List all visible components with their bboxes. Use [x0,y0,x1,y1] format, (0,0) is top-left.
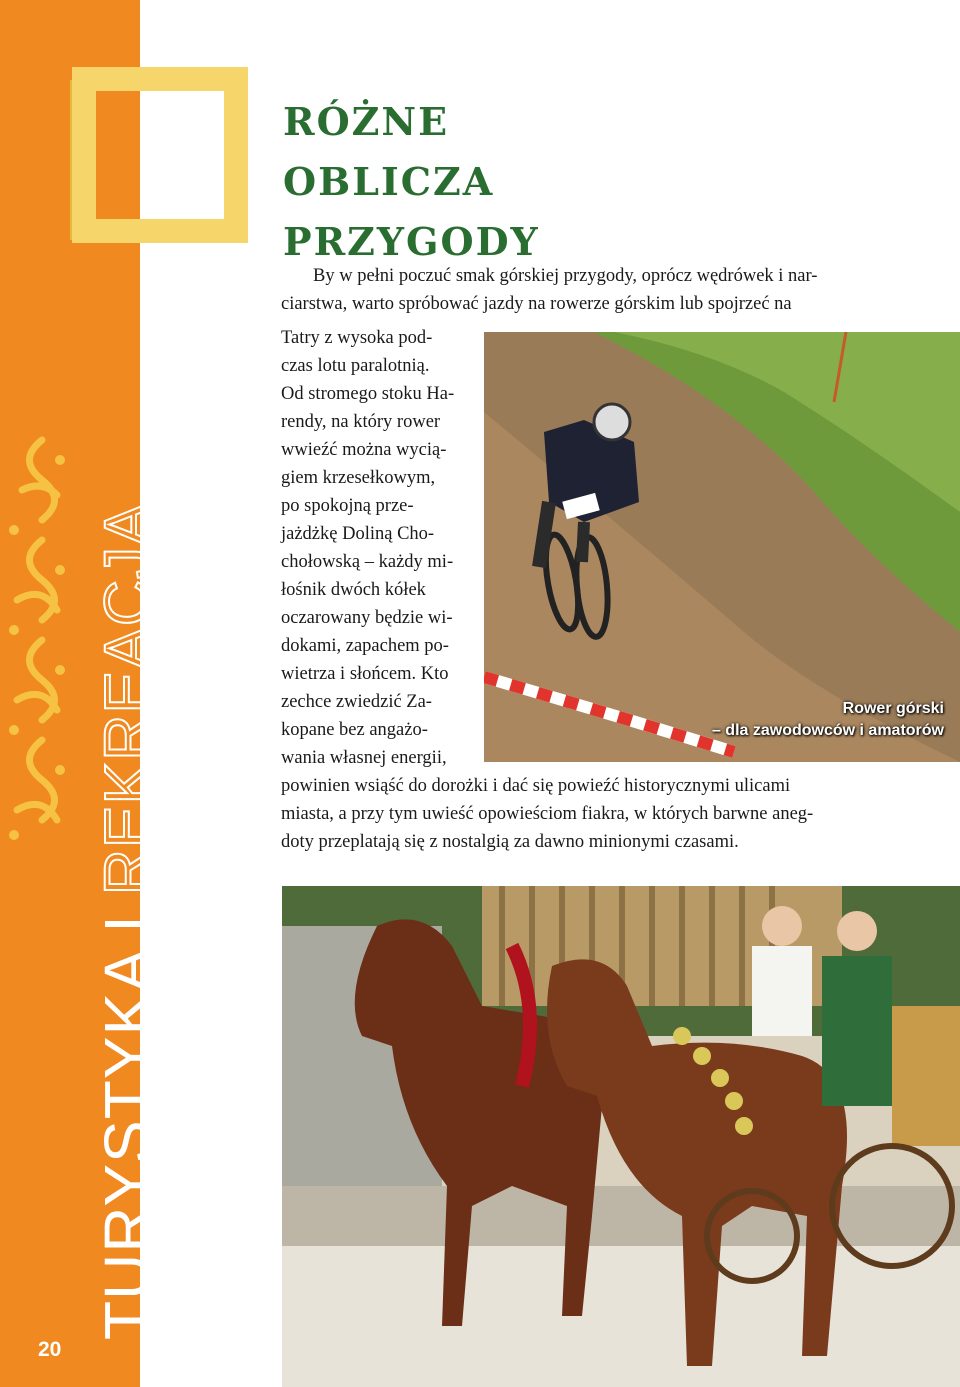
wrap-line-14: zechce zwiedzić Za- [281,692,432,712]
section-title-part1: TURYSTYKA I [91,895,163,1340]
closing-line-3: doty przeplatają się z nostalgią za dawno minionymi czasami. [281,832,739,852]
article-title [283,92,540,272]
wrap-line-4: rendy, na który rower [281,412,441,432]
bike-photo-caption [712,698,944,742]
wrap-line-7: po spokojną prze- [281,496,414,516]
wrap-line-8: jażdżkę Doliną Cho- [281,524,435,544]
wrap-line-6: giem krzesełkowym, [281,468,436,488]
page-number: 20 [38,1338,62,1361]
horse-carriage-photo [282,886,960,1387]
title-line-3: PRZYGODY [283,219,540,264]
decorative-frame [72,67,248,243]
horse-carriage-illustration [282,886,960,1387]
title-line-1: RÓŻNE [283,99,450,144]
wrap-line-2: czas lotu paralotnią. [281,356,430,376]
section-title-part2: REKREACJA [91,502,163,896]
wrap-line-3: Od stromego stoku Ha- [281,384,455,404]
wrap-line-10: łośnik dwóch kółek [281,580,426,600]
wrap-line-16: wania własnej energii, [281,748,447,768]
closing-paragraph [281,772,903,856]
wrap-line-1: Tatry z wysoka pod- [281,328,433,348]
folk-ornament [2,430,72,850]
wrap-line-13: wietrza i słońcem. Kto [281,664,449,684]
closing-line-1: powinien wsiąść do dorożki i dać się powieźć historycznymi ulicami [281,776,791,796]
mountain-bike-photo [484,332,960,762]
intro-line-1: By w pełni poczuć smak górskiej przygody, oprócz wędrówek i nar- [313,266,818,286]
intro-paragraph [281,262,903,318]
wrap-line-9: chołowską – każdy mi- [281,552,454,572]
wrapped-paragraph [281,324,481,772]
intro-line-2: ciarstwa, warto spróbować jazdy na rowerze górskim lub spojrzeć na [281,294,792,314]
caption-line-1: Rower górski [842,700,944,717]
wrap-line-5: wwieźć można wycią- [281,440,447,460]
closing-line-2: miasta, a przy tym uwieść opowieściom fiakra, w których barwne aneg- [281,804,814,824]
title-line-2: OBLICZA [283,159,495,204]
wrap-line-11: oczarowany będzie wi- [281,608,453,628]
wrap-line-15: kopane bez angażo- [281,720,428,740]
section-vertical-title [91,502,163,1340]
wrap-line-12: dokami, zapachem po- [281,636,449,656]
caption-line-2: – dla zawodowców i amatorów [711,722,944,739]
